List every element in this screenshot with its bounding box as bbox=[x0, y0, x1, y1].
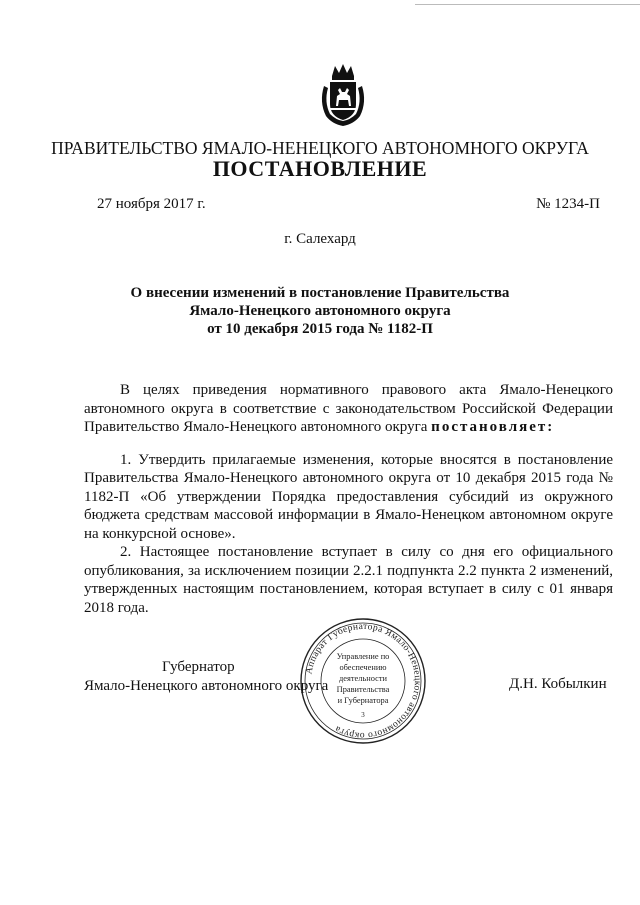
official-stamp bbox=[299, 617, 427, 745]
organization-name: ПРАВИТЕЛЬСТВО ЯМАЛО-НЕНЕЦКОГО АВТОНОМНОГО ОКРУГА bbox=[51, 138, 589, 158]
signatory-position bbox=[84, 658, 328, 695]
document-type: ПОСТАНОВЛЕНИЕ bbox=[212, 156, 428, 181]
intro-paragraph bbox=[84, 381, 613, 437]
stamp-line-5: и Губернатора bbox=[337, 696, 389, 705]
item-2-paragraph: 2. Настоящее постановление вступает в силу со дня его официального опубликования, за исключением позиции 2.2.1 подпункта 2.2 пункта 2 изменений, утвержденных настоящим постановлением, которая вступает в силу с 01 января 2018 года. bbox=[84, 544, 613, 616]
stamp-line-3: деятельности bbox=[339, 674, 387, 683]
signatory-position-line-2: Ямало-Ненецкого автономного округа bbox=[84, 677, 329, 694]
resolution-word: постановляет: bbox=[431, 419, 555, 435]
document-title bbox=[0, 284, 640, 338]
coat-of-arms-icon bbox=[318, 62, 368, 130]
stamp-line-2: обеспечению bbox=[339, 663, 387, 672]
stamp-ring-text: Аппарат Губернатора Ямало-Ненецкого автономного округа bbox=[304, 621, 423, 741]
signatory-name: Д.Н. Кобылкин bbox=[509, 676, 607, 692]
top-rule bbox=[415, 4, 640, 5]
title-line-1: О внесении изменений в постановление Правительства bbox=[130, 285, 510, 301]
item-1-paragraph: 1. Утвердить прилагаемые изменения, которые вносятся в постановление Правительства Ямало-Ненецкого автономного округа от 10 декабря 2015 года № 1182-П «Об утверждении Порядка предоставления субсидий из окружного бюджета средствам массовой информации в Ямало-Ненецком автономном округе на конкурсной основе». bbox=[84, 451, 613, 542]
stamp-number: 3 bbox=[361, 711, 365, 719]
document-date: 27 ноября 2017 г. bbox=[97, 196, 206, 212]
document-city: г. Салехард bbox=[284, 231, 356, 247]
signatory-position-line-1: Губернатор bbox=[162, 659, 235, 675]
title-line-3: от 10 декабря 2015 года № 1182-П bbox=[207, 321, 433, 337]
title-line-2: Ямало-Ненецкого автономного округа bbox=[189, 303, 451, 319]
document-body bbox=[84, 381, 613, 617]
stamp-line-1: Управление по bbox=[336, 652, 390, 661]
intro-text: В целях приведения нормативного правового акта Ямало-Ненецкого автономного округа в соответствие с законодательством Российской Федерации Правительство Ямало-Ненецкого автономного округа bbox=[84, 382, 613, 435]
stamp-line-4: Правительства bbox=[336, 685, 390, 694]
document-number: № 1234-П bbox=[536, 196, 600, 212]
